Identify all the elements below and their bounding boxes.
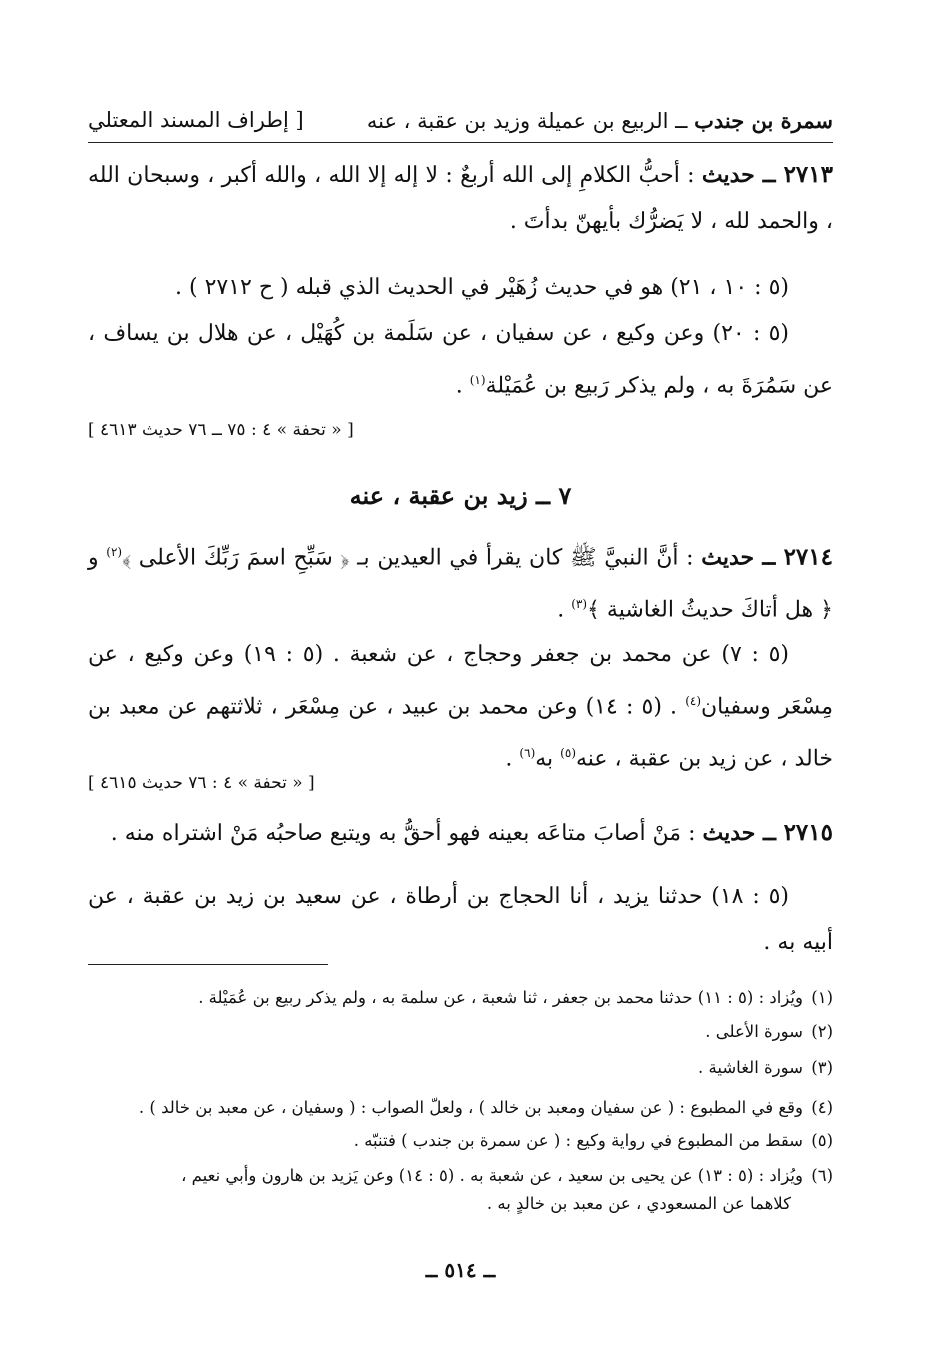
hadith-text: : أنَّ النبيَّ ﷺ كان يقرأ في العيدين بـ ﴿ سَبِّحِ اسمَ رَبِّكَ الأعلى ﴾ — [122, 545, 702, 571]
hadith-label: ــ حديث — [702, 820, 784, 846]
footnote-4 — [88, 1094, 833, 1122]
hadith-label: ــ حديث — [701, 162, 784, 188]
footnote-ref-1[interactable]: (١) — [469, 373, 486, 387]
hadith-text: و ﴿ هل أتاكَ حديثُ الغاشية ﴾ — [88, 545, 833, 623]
footnote-6 — [88, 1162, 833, 1218]
hadith-text: : مَنْ أصابَ متاعَه بعينه فهو أحقُّ به ويتبع صاحبُه مَنْ اشتراه منه . — [110, 821, 703, 846]
isnad-end: . — [505, 746, 520, 772]
isnad-text: به — [535, 746, 561, 772]
footnote-mark: (٢) — [811, 1022, 833, 1041]
isnad-end: . — [455, 373, 470, 399]
footnote-text: سقط من المطبوع في رواية وكيع : ( عن سمرة بن جندب ) فتنبّه . — [353, 1131, 803, 1150]
isnad-text: (٥ : ٧) عن محمد بن جعفر وحجاج ، عن شعبة . (٥ : ١٩) وعن وكيع ، عن مِسْعَر وسفيان — [88, 642, 833, 720]
footnote-text: وقع في المطبوع : ( عن سفيان ومعبد بن خالد ) ، ولعلّ الصواب : ( وسفيان ، عن معبد بن خالد ) . — [138, 1098, 803, 1117]
footnote-text: سورة الأعلى . — [705, 1022, 803, 1041]
hadith-number: ٢٧١٣ — [783, 161, 833, 188]
footnote-text: ويُزاد : (٥ : ١١) حدثنا محمد بن جعفر ، ثنا شعبة ، عن سلمة به ، ولم يذكر ربيع بن عُمَيْلة . — [198, 988, 803, 1007]
tuhfa-reference-2713: [ « تحفة » ٤ : ٧٥ ــ ٧٦ حديث ٤٦١٣ ] — [88, 420, 354, 440]
header-title — [367, 108, 833, 133]
footnote-3 — [88, 1054, 833, 1082]
footnote-1 — [88, 984, 833, 1012]
footnote-ref-6[interactable]: (٦) — [519, 746, 536, 761]
footnote-mark: (٤) — [811, 1098, 833, 1117]
footnote-ref-2[interactable]: (٢) — [106, 545, 123, 559]
footnote-mark: (٦) — [811, 1166, 833, 1185]
header-subtitle: ــ الربيع بن عميلة وزيد بن عقبة ، عنه — [366, 109, 695, 133]
hadith-2715 — [88, 810, 833, 857]
running-header — [88, 102, 833, 143]
hadith-text: : أحبُّ الكلامِ إلى الله أربعٌ : لا إله إلا الله ، والله أكبر ، وسبحان الله ، والحمد لله ، لا يَضرُّك بأيهنّ بدأتَ . — [88, 163, 833, 234]
hadith-label: ــ حديث — [701, 544, 784, 571]
isnad-text: (٥ : ٢٠) وعن وكيع ، عن سفيان ، عن سَلَمة بن كُهَيْل ، عن هلال بن يساف ، عن سَمُرَةَ به ، ولم يذكر رَبيع بن عُمَيْلة — [88, 321, 833, 399]
hadith-number: ٢٧١٤ — [783, 543, 833, 571]
isnad-2715: (٥ : ١٨) حدثنا يزيد ، أنا الحجاج بن أرطاة ، عن سعيد بن زيد بن عقبة ، عن أبيه به . — [88, 884, 833, 955]
hadith-2714 — [88, 529, 833, 634]
isnad-2714 — [88, 632, 833, 783]
footnote-2 — [88, 1018, 833, 1046]
footnote-mark: (١) — [811, 988, 833, 1007]
footnote-text: ويُزاد : (٥ : ١٣) عن يحيى بن سعيد ، عن شعبة به . (٥ : ١٤) وعن يَزيد بن هارون وأبي نعيم ، — [181, 1166, 803, 1185]
book-title: [ إطراف المسند المعتلي — [88, 108, 304, 132]
header-companion-name: سمرة بن جندب — [694, 108, 833, 133]
tuhfa-reference-2714: [ « تحفة » ٤ : ٧٦ حديث ٤٦١٥ ] — [88, 773, 315, 793]
isnad-2713-b — [88, 311, 833, 409]
footnote-ref-5[interactable]: (٥) — [560, 746, 576, 761]
section-heading: ٧ ــ زيد بن عقبة ، عنه — [349, 481, 572, 510]
isnad-2713-a: (٥ : ١٠ ، ٢١) هو في حديث زُهَيْر في الحديث الذي قبله ( ح ٢٧١٢ ) . — [175, 275, 789, 300]
hadith-number: ٢٧١٥ — [783, 819, 833, 846]
footnote-continuation: كلاهما عن المسعودي ، عن معبد بن خالدٍ به . — [486, 1194, 791, 1213]
footnote-text: سورة الغاشية . — [698, 1058, 803, 1077]
footnote-ref-3[interactable]: (٣) — [571, 597, 588, 612]
footnote-5 — [88, 1127, 833, 1155]
isnad-text: . (٥ : ١٤) وعن محمد بن عبيد ، عن مِسْعَر ، ثلاثتهم عن معبد بن خالد ، عن زيد بن عقبة ، عنه — [88, 694, 833, 772]
footnote-mark: (٣) — [811, 1058, 833, 1077]
document-page — [88, 0, 833, 1368]
hadith-text: . — [557, 597, 572, 623]
hadith-2713 — [88, 152, 833, 245]
footnote-ref-4[interactable]: (٤) — [685, 694, 702, 708]
footnote-divider — [88, 964, 328, 965]
footnote-mark: (٥) — [811, 1131, 833, 1150]
page-number: ــ ٥١٤ ــ — [425, 1258, 496, 1282]
